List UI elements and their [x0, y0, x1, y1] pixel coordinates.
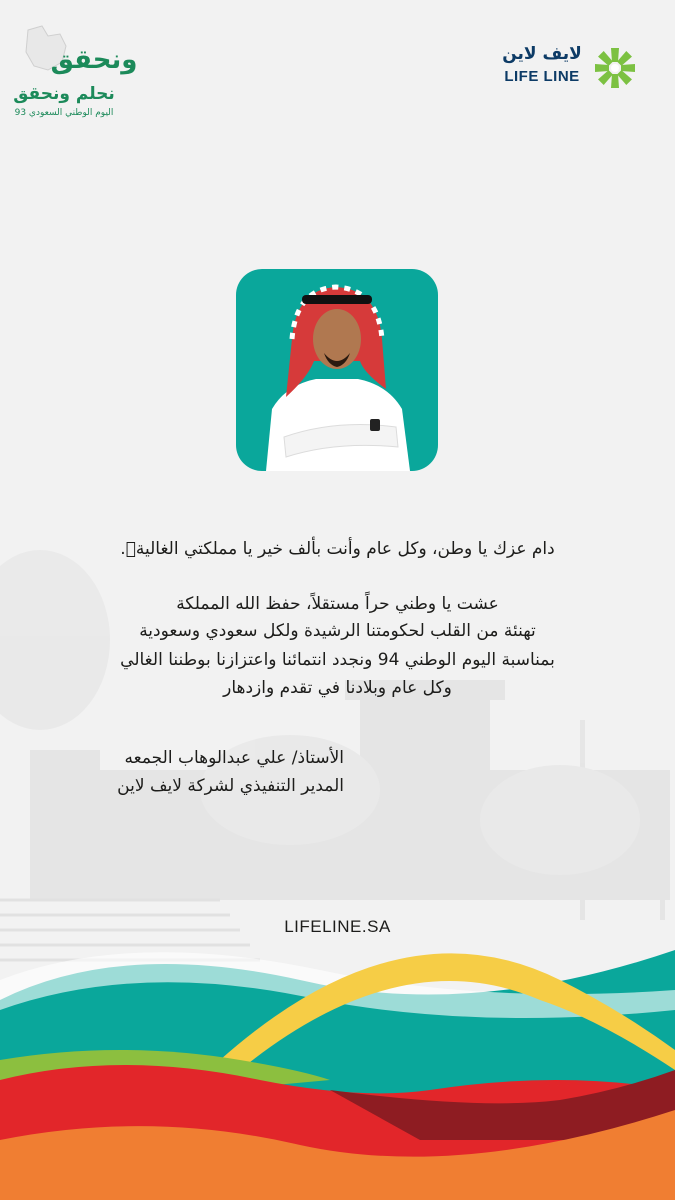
- star-icon: [594, 46, 636, 90]
- company-name-english: LIFE LINE: [504, 68, 580, 85]
- person-photo: [236, 269, 438, 471]
- message-line-4: بمناسبة اليوم الوطني 94 ونجدد انتمائنا واعتزازنا بوطننا الغالي: [120, 650, 555, 670]
- national-day-logo: [8, 22, 138, 126]
- signature-title: المدير التنفيذي لشركة لايف لاين: [117, 776, 344, 796]
- calligraphy-text: ونحقق: [50, 45, 138, 75]
- decorative-waves: [0, 940, 675, 1200]
- message-line-3: تهنئة من القلب لحكومتنا الرشيدة ولكل سعودي وسعودية: [139, 621, 536, 641]
- message-line-2: عشت يا وطني حراً مستقلاً، حفظ الله المملكة: [176, 594, 499, 614]
- company-name-arabic: لايف لاين: [502, 44, 582, 64]
- website-link[interactable]: LIFELINE.SA: [284, 917, 391, 936]
- portrait-card: [236, 269, 438, 471]
- national-day-subtitle: اليوم الوطني السعودي 93: [14, 108, 114, 118]
- saudi-map-icon: [8, 22, 138, 84]
- message-line-5: وكل عام وبلادنا في تقدم وازدهار: [223, 678, 452, 698]
- company-logo: [500, 44, 640, 94]
- national-day-slogan: نحلم ونحقق: [13, 84, 115, 104]
- signature-name: الأستاذ/ علي عبدالوهاب الجمعه: [124, 748, 344, 768]
- message-line-1: دام عزك يا وطن، وكل عام وأنت بألف خير يا مملكتي الغالية٘.: [120, 539, 555, 559]
